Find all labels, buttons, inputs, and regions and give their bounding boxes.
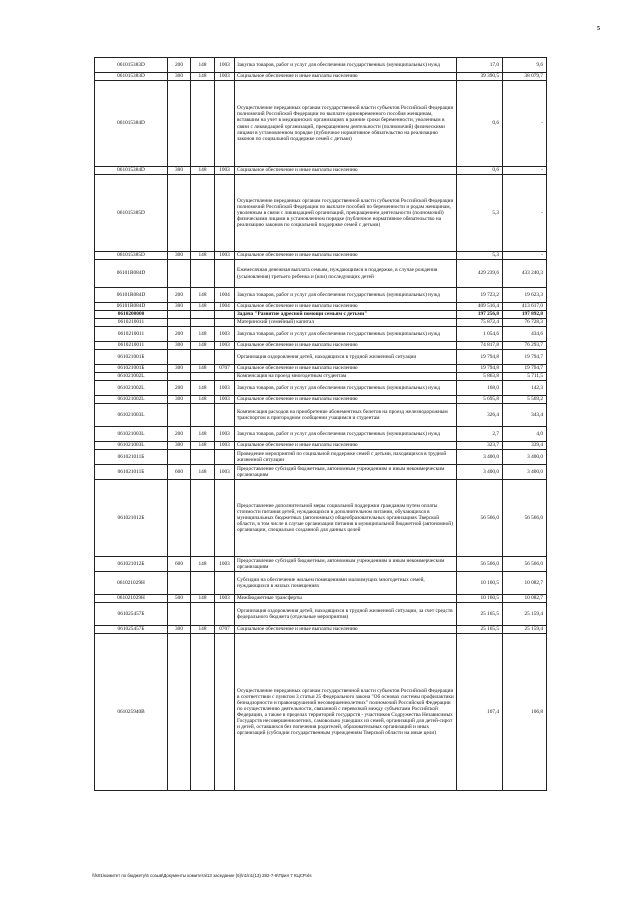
description-cell: Социальное обеспечение и иные выплаты населению [235, 442, 457, 450]
code-cell: 061021002L [95, 373, 168, 381]
vr-cell: 300 [168, 167, 191, 175]
code-cell: 061015384D [95, 81, 168, 167]
value-2021-cell: 25 159,4 [503, 603, 547, 626]
value-2020-cell: 0,6 [457, 81, 503, 167]
admin-cell [191, 175, 215, 252]
code-cell: 06101R084D [95, 260, 168, 288]
file-path-footer: \\fs01\комитет по бюджету\6 созыв\Документы комитета\13 заседание (6)\п1\п1(13) 282-7-6\Прил 7 КЦСР.xls [92, 873, 312, 878]
value-2021-cell: 10 082,7 [503, 572, 547, 595]
section-cell [215, 311, 235, 319]
admin-cell [191, 634, 215, 791]
vr-cell: 600 [168, 557, 191, 572]
value-2021-cell: - [503, 167, 547, 175]
vr-cell [168, 634, 191, 791]
admin-cell: 148 [191, 73, 215, 81]
admin-cell: 148 [191, 396, 215, 404]
table-row [95, 365, 547, 373]
value-2021-cell: - [503, 175, 547, 252]
section-cell: 1003 [215, 595, 235, 603]
section-cell [215, 480, 235, 557]
code-cell: 061021003L [95, 404, 168, 427]
code-cell: 061015383D [95, 73, 168, 81]
section-cell: 1003 [215, 58, 235, 73]
section-cell [215, 175, 235, 252]
section-cell [215, 350, 235, 365]
vr-cell: 300 [168, 365, 191, 373]
description-cell: Социальное обеспечение и иные выплаты населению [235, 252, 457, 260]
value-2021-cell: 413 617,0 [503, 303, 547, 311]
code-cell: 061021029Н [95, 572, 168, 595]
value-2020-cell: 56 566,0 [457, 557, 503, 572]
code-cell: 06101R084D [95, 288, 168, 303]
description-cell: Социальное обеспечение и иные выплаты населению [235, 342, 457, 350]
code-cell: 061025457Б [95, 603, 168, 626]
value-2020-cell: 3 400,0 [457, 465, 503, 480]
section-cell [215, 603, 235, 626]
table-row [95, 480, 547, 557]
vr-cell [168, 311, 191, 319]
admin-cell [191, 350, 215, 365]
table-row [95, 175, 547, 252]
value-2021-cell: 19 623,3 [503, 288, 547, 303]
value-2021-cell: 4,0 [503, 427, 547, 442]
value-2021-cell: 343,4 [503, 404, 547, 427]
table-row [95, 450, 547, 465]
code-cell: 061021001Б [95, 365, 168, 373]
vr-cell [168, 572, 191, 595]
value-2021-cell: 76 293,7 [503, 342, 547, 350]
value-2021-cell: 434,6 [503, 327, 547, 342]
section-cell [215, 81, 235, 167]
value-2020-cell: 197 256,8 [457, 311, 503, 319]
description-cell: Осуществление переданных органам государственной власти субъектов Российской Федерации полномочий Российской Федерации по выплате пособий по беременности и родам женщинам, уволенным в связи с ликвидацией организаций, прекращением деятельности (полномочий) физическими лицами в установленном порядке (публичное нормативное обязательство на реализацию законов по социальной поддержке семей с детьми) [235, 175, 457, 252]
vr-cell [168, 260, 191, 288]
value-2021-cell: 339,4 [503, 442, 547, 450]
description-cell: Организация оздоровления детей, находящихся в трудной жизненной ситуации [235, 350, 457, 365]
value-2021-cell: 56 566,0 [503, 480, 547, 557]
admin-cell [191, 81, 215, 167]
admin-cell: 148 [191, 595, 215, 603]
vr-cell: 200 [168, 58, 191, 73]
description-cell: Материнский (семейный) капитал [235, 319, 457, 327]
code-cell: 061021029Н [95, 595, 168, 603]
description-cell: Предоставление дополнительной меры социальной поддержки гражданам путем оплаты стоимости питания детей, нуждающихся в дополнительном питании, обучающихся в муниципальных бюджетных (автономных) общеобразовательных организациях Тверской области, в том числе в случае организации питания в муниципальной бюджетной (автономной) организации, специально созданной для данных целей [235, 480, 457, 557]
table-row [95, 427, 547, 442]
section-cell [215, 373, 235, 381]
admin-cell: 148 [191, 442, 215, 450]
value-2020-cell: 1 054,6 [457, 327, 503, 342]
section-cell: 1003 [215, 442, 235, 450]
section-cell [215, 450, 235, 465]
admin-cell [191, 260, 215, 288]
description-cell: Закупка товаров, работ и услуг для обеспечения государственных (муниципальных) нужд [235, 327, 457, 342]
value-2021-cell: 197 892,8 [503, 311, 547, 319]
table-row [95, 572, 547, 595]
table-row [95, 381, 547, 396]
code-cell: 0610210011 [95, 342, 168, 350]
section-cell [215, 319, 235, 327]
description-cell: Предоставление субсидий бюджетным, автономным учреждениям и иным некоммерческим организациям [235, 557, 457, 572]
code-cell: 061021012Б [95, 557, 168, 572]
vr-cell: 300 [168, 303, 191, 311]
value-2020-cell: 5,3 [457, 175, 503, 252]
vr-cell [168, 81, 191, 167]
code-cell: 061015385D [95, 252, 168, 260]
value-2020-cell: 10 160,5 [457, 572, 503, 595]
description-cell: Межбюджетные трансферты [235, 595, 457, 603]
table-row [95, 373, 547, 381]
description-cell: Организация оздоровления детей, находящихся в трудной жизненной ситуации, за счет средств федерального бюджета (отдельные мероприятия) [235, 603, 457, 626]
table-row [95, 303, 547, 311]
admin-cell: 148 [191, 327, 215, 342]
value-2020-cell: 19 723,2 [457, 288, 503, 303]
value-2021-cell: 38 079,7 [503, 73, 547, 81]
code-cell: 061021003L [95, 442, 168, 450]
value-2020-cell: 168,0 [457, 381, 503, 396]
value-2020-cell: 19 794,8 [457, 365, 503, 373]
table-row [95, 288, 547, 303]
section-cell [215, 572, 235, 595]
value-2021-cell: 76 728,3 [503, 319, 547, 327]
admin-cell: 148 [191, 465, 215, 480]
vr-cell [168, 450, 191, 465]
code-cell: 061021002L [95, 381, 168, 396]
section-cell: 1003 [215, 327, 235, 342]
admin-cell: 148 [191, 427, 215, 442]
value-2020-cell: 5,3 [457, 252, 503, 260]
table-row [95, 252, 547, 260]
value-2020-cell: 429 239,6 [457, 260, 503, 288]
admin-cell: 148 [191, 557, 215, 572]
value-2020-cell: 323,7 [457, 442, 503, 450]
admin-cell [191, 311, 215, 319]
description-cell: Проведение мероприятий по социальной поддержке семей с детьми, находящихся в трудной жизненной ситуации [235, 450, 457, 465]
admin-cell [191, 450, 215, 465]
section-cell: 1003 [215, 465, 235, 480]
section-cell [215, 404, 235, 427]
vr-cell [168, 480, 191, 557]
table-row [95, 603, 547, 626]
description-cell: Закупка товаров, работ и услуг для обеспечения государственных (муниципальных) нужд [235, 381, 457, 396]
code-cell: 061025457Б [95, 626, 168, 634]
value-2020-cell: 17,0 [457, 58, 503, 73]
admin-cell: 148 [191, 626, 215, 634]
vr-cell: 200 [168, 381, 191, 396]
value-2020-cell: 2,7 [457, 427, 503, 442]
vr-cell: 300 [168, 626, 191, 634]
vr-cell [168, 373, 191, 381]
value-2021-cell: 142,3 [503, 381, 547, 396]
vr-cell: 200 [168, 327, 191, 342]
table-row [95, 442, 547, 450]
value-2021-cell: 3 400,0 [503, 465, 547, 480]
table-row [95, 311, 547, 319]
admin-cell [191, 373, 215, 381]
value-2020-cell: 25 165,5 [457, 626, 503, 634]
section-cell: 1003 [215, 557, 235, 572]
section-cell: 1003 [215, 342, 235, 350]
section-cell: 1003 [215, 167, 235, 175]
section-cell: 1003 [215, 396, 235, 404]
description-cell: Осуществление переданных органам государственной власти субъектов Российской Федерации полномочий Российской Федерации по выплате единовременного пособия женщинам, вставшим на учет в медицинских организациях в ранние сроки беременности, уволенным в связи с ликвидацией организаций, прекращением деятельности (полномочий) физическими лицами в установленном порядке (публичное нормативное обязательство на реализацию законов по социальной поддержке семей с детьми) [235, 81, 457, 167]
section-cell: 1004 [215, 288, 235, 303]
admin-cell: 148 [191, 167, 215, 175]
table-row [95, 327, 547, 342]
value-2020-cell: 409 516,4 [457, 303, 503, 311]
code-cell: 061021011Б [95, 450, 168, 465]
description-cell: Социальное обеспечение и иные выплаты населению [235, 167, 457, 175]
table-row [95, 167, 547, 175]
vr-cell: 300 [168, 442, 191, 450]
code-cell: 061015385D [95, 175, 168, 252]
value-2021-cell: 5 569,2 [503, 396, 547, 404]
table-row [95, 465, 547, 480]
description-cell: Социальное обеспечение и иные выплаты населению [235, 73, 457, 81]
vr-cell [168, 603, 191, 626]
table-row [95, 557, 547, 572]
value-2021-cell: 56 566,0 [503, 557, 547, 572]
description-cell: Компенсация на проезд многодетным студентам [235, 373, 457, 381]
value-2020-cell: 5 863,8 [457, 373, 503, 381]
section-cell: 1003 [215, 252, 235, 260]
description-cell: Субсидии на обеспечение жильем помещениями малоимущих многодетных семей, нуждающихся в жилых помещениях [235, 572, 457, 595]
table-row [95, 73, 547, 81]
table-row [95, 595, 547, 603]
section-cell: 1003 [215, 427, 235, 442]
section-cell: 0707 [215, 626, 235, 634]
value-2021-cell: 5 711,5 [503, 373, 547, 381]
admin-cell: 148 [191, 303, 215, 311]
admin-cell [191, 603, 215, 626]
section-cell [215, 260, 235, 288]
admin-cell: 148 [191, 58, 215, 73]
description-cell: Ежемесячная денежная выплата семьям, нуждающимся в поддержке, в случае рождения (усыновления) третьего ребенка и (или) последующих детей [235, 260, 457, 288]
value-2021-cell: 9,6 [503, 58, 547, 73]
value-2021-cell: 10 082,7 [503, 595, 547, 603]
value-2020-cell: 56 566,0 [457, 480, 503, 557]
vr-cell: 300 [168, 73, 191, 81]
table-row [95, 58, 547, 73]
description-cell: Предоставление субсидий бюджетным, автономным учреждениям и иным некоммерческим организациям [235, 465, 457, 480]
admin-cell [191, 572, 215, 595]
code-cell: 061021003L [95, 427, 168, 442]
code-cell: 0610200000 [95, 311, 168, 319]
budget-table [94, 57, 547, 791]
description-cell: Закупка товаров, работ и услуг для обеспечения государственных (муниципальных) нужд [235, 427, 457, 442]
vr-cell: 500 [168, 595, 191, 603]
code-cell: 061021011Б [95, 465, 168, 480]
vr-cell [168, 404, 191, 427]
vr-cell [168, 319, 191, 327]
code-cell: 061015384D [95, 167, 168, 175]
value-2021-cell: 19 794,7 [503, 365, 547, 373]
value-2021-cell: 3 400,0 [503, 450, 547, 465]
value-2020-cell: 3 400,0 [457, 450, 503, 465]
vr-cell: 300 [168, 252, 191, 260]
value-2021-cell: 106,8 [503, 634, 547, 791]
code-cell: 061021002L [95, 396, 168, 404]
description-cell: Осуществление переданных органам государственной власти субъектов Российской Федерации в соответствии с пунктом 3 статьи 25 Федерального закона "Об основах системы профилактики безнадзорности и правонарушений несовершеннолетних" полномочий Российской Федерации по осуществлению деятельности, связанной с перевозкой между субъектами Российской Федерации, а также в пределах территорий государств - участников Содружества Независимых Государств несовершеннолетних, самовольно ушедших из семей, организаций для детей-сирот и детей, оставшихся без попечения родителей, образовательных организаций и иных организаций (субсидии государственным учреждениям Тверской области на иные цели) [235, 634, 457, 791]
description-cell: Социальное обеспечение и иные выплаты населению [235, 365, 457, 373]
admin-cell [191, 404, 215, 427]
table-row [95, 626, 547, 634]
admin-cell: 148 [191, 342, 215, 350]
vr-cell [168, 350, 191, 365]
value-2020-cell: 39 390,5 [457, 73, 503, 81]
value-2020-cell: 0,6 [457, 167, 503, 175]
value-2020-cell: 10 160,5 [457, 595, 503, 603]
vr-cell: 300 [168, 342, 191, 350]
value-2020-cell: 107,4 [457, 634, 503, 791]
vr-cell: 600 [168, 465, 191, 480]
section-cell: 1003 [215, 73, 235, 81]
section-cell [215, 634, 235, 791]
table-row [95, 350, 547, 365]
vr-cell [168, 175, 191, 252]
code-cell: 0610210011 [95, 327, 168, 342]
admin-cell: 148 [191, 365, 215, 373]
table-row [95, 634, 547, 791]
description-cell: Социальное обеспечение и иные выплаты населению [235, 626, 457, 634]
table-row [95, 81, 547, 167]
value-2021-cell: - [503, 252, 547, 260]
table-row [95, 342, 547, 350]
value-2021-cell: 25 159,4 [503, 626, 547, 634]
section-cell: 0707 [215, 365, 235, 373]
description-cell: Закупка товаров, работ и услуг для обеспечения государственных (муниципальных) нужд [235, 288, 457, 303]
description-cell: Компенсация расходов на приобретение абонементных билетов на проезд железнодорожным транспортом в пригородном сообщении учащимся и студентам [235, 404, 457, 427]
admin-cell [191, 319, 215, 327]
value-2020-cell: 74 817,8 [457, 342, 503, 350]
value-2020-cell: 5 695,8 [457, 396, 503, 404]
description-cell: Задача "Развитие адресной помощи семьям с детьми" [235, 311, 457, 319]
value-2020-cell: 326,4 [457, 404, 503, 427]
table-row [95, 404, 547, 427]
value-2021-cell: 19 794,7 [503, 350, 547, 365]
description-cell: Социальное обеспечение и иные выплаты населению [235, 396, 457, 404]
section-cell: 1004 [215, 303, 235, 311]
admin-cell: 148 [191, 381, 215, 396]
table-row [95, 396, 547, 404]
value-2021-cell: 433 240,3 [503, 260, 547, 288]
vr-cell: 200 [168, 427, 191, 442]
code-cell: 0610210011 [95, 319, 168, 327]
vr-cell: 200 [168, 288, 191, 303]
value-2020-cell: 19 794,8 [457, 350, 503, 365]
admin-cell: 148 [191, 252, 215, 260]
code-cell: 061025940В [95, 634, 168, 791]
code-cell: 061021001Б [95, 350, 168, 365]
code-cell: 06101R084D [95, 303, 168, 311]
vr-cell: 300 [168, 396, 191, 404]
admin-cell: 148 [191, 288, 215, 303]
value-2020-cell: 25 165,5 [457, 603, 503, 626]
value-2020-cell: 75 872,4 [457, 319, 503, 327]
section-cell: 1003 [215, 381, 235, 396]
table-row [95, 319, 547, 327]
code-cell: 061015383D [95, 58, 168, 73]
table-row [95, 260, 547, 288]
description-cell: Закупка товаров, работ и услуг для обеспечения государственных (муниципальных) нужд [235, 58, 457, 73]
code-cell: 061021012Б [95, 480, 168, 557]
admin-cell [191, 480, 215, 557]
description-cell: Социальное обеспечение и иные выплаты населению [235, 303, 457, 311]
value-2021-cell: - [503, 81, 547, 167]
page-number: 5 [597, 26, 600, 32]
